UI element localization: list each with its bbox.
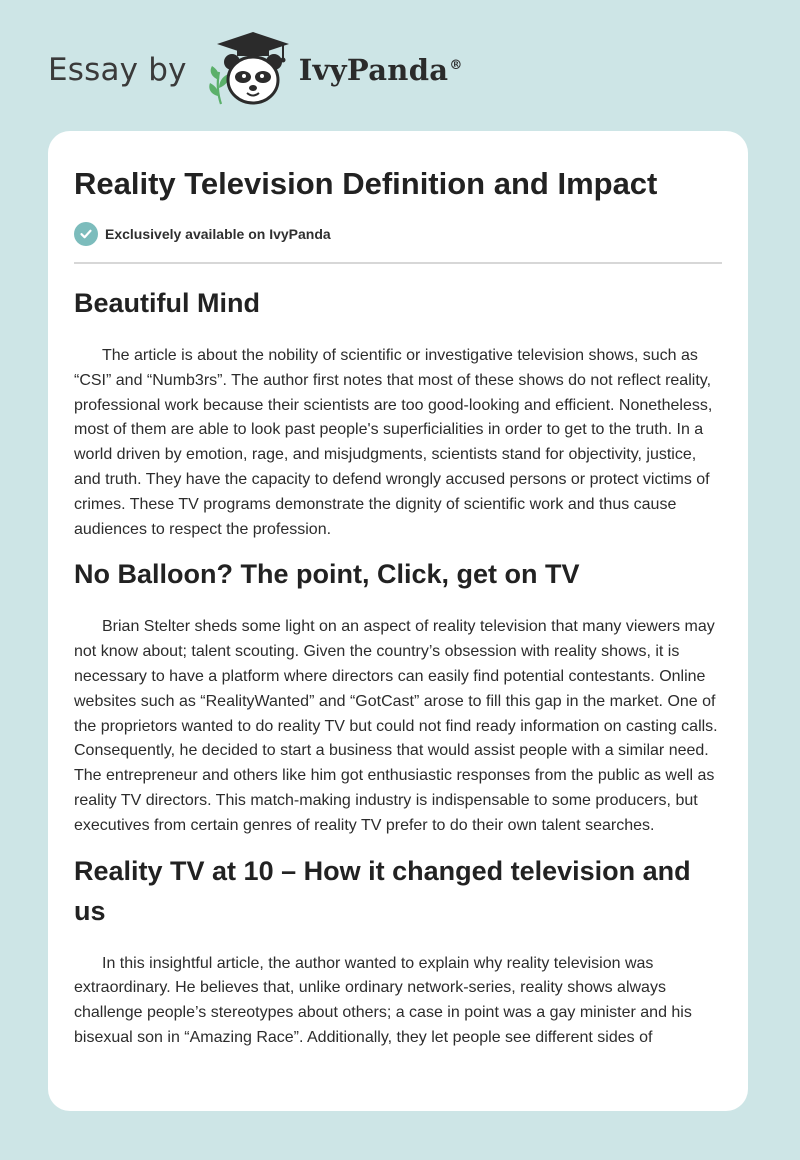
check-circle-icon bbox=[74, 222, 98, 246]
brand-header bbox=[48, 30, 463, 110]
panda-logo-icon bbox=[203, 30, 295, 110]
title-divider bbox=[74, 262, 722, 264]
section-heading: Beautiful Mind bbox=[74, 288, 260, 318]
leaf-icon bbox=[209, 66, 228, 104]
section-heading: No Balloon? The point, Click, get on TV bbox=[74, 559, 580, 590]
section-heading: Reality TV at 10 – How it changed television and us bbox=[74, 855, 691, 926]
section-paragraph: Brian Stelter sheds some light on an aspect of reality television that many viewers may not know about; talent scouting. Given the country’s obsession with reality shows, it is necessary to have a platform where directors can easily find potential contestants. Online websites such as “RealityWanted” and “GotCast” arose to fill this gap in the market. One of the proprietors wanted to do reality TV but could not find ready information on casting calls. Consequently, he decided to start a business that would assist people with a similar need. The entrepreneur and others like him got enthusiastic responses from the public as well as reality TV directors. This match-making industry is indispensable to some producers, but executives from certain genres of reality TV prefer to do their own talent searches. bbox=[74, 618, 718, 834]
section-paragraph: In this insightful article, the author wanted to explain why reality television was extraordinary. He believes that, unlike ordinary network-series, reality shows always challenge people’s stereotypes about others; a case in point was a gay minister and his bisexual son in “Amazing Race”. Additionally, they let people see different sides of bbox=[74, 954, 692, 1046]
badge-label: Exclusively available on IvyPanda bbox=[105, 226, 331, 242]
brand-name: IvyPanda® bbox=[298, 53, 463, 87]
section-paragraph: The article is about the nobility of scientific or investigative television shows, such as “CSI” and “Numb3rs”. The author first notes that most of these shows do not reflect reality, professional work because their scientists are too good-looking and efficient. Nonetheless, most of them are able to look past people's superficialities in order to get to the truth. In a world driven by emotion, rage, and misjudgments, scientists stand for objectivity, justice, and truth. They have the capacity to defend wrongly accused persons or protect victims of crimes. These TV programs demonstrate the dignity of scientific work and thus cause audiences to respect the profession. bbox=[74, 347, 713, 538]
exclusive-badge bbox=[74, 222, 722, 246]
registered-mark: ® bbox=[449, 58, 463, 74]
brand-prefix: Essay by bbox=[48, 52, 187, 88]
article-card bbox=[48, 131, 748, 1111]
page-title: Reality Television Definition and Impact bbox=[74, 166, 658, 201]
